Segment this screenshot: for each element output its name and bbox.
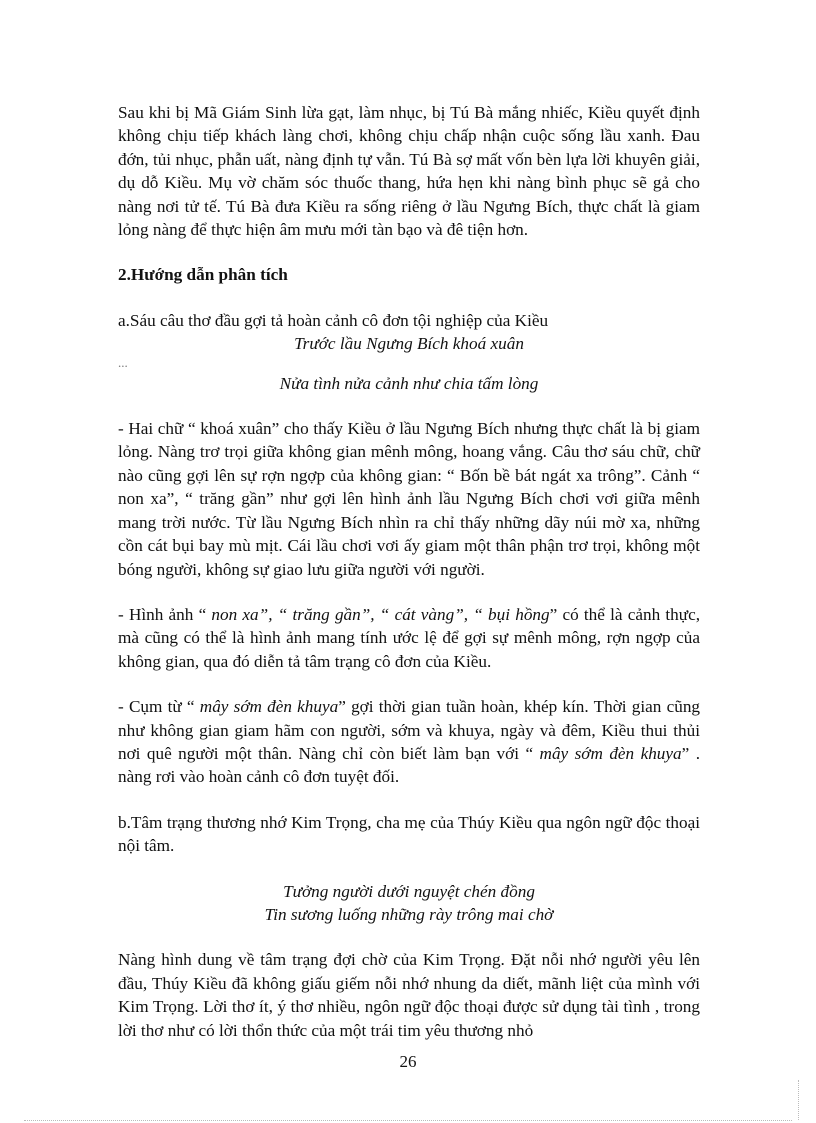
para3-phrase-2: mây sớm đèn khuya [539,743,682,763]
verse-ellipsis: ... [118,354,128,370]
page-content [118,101,700,1042]
margin-divider [798,1080,799,1120]
section-heading: 2.Hướng dẫn phân tích [118,265,288,285]
section-b-verse-2: Tin sương luống những rày trông mai chờ [264,904,554,924]
para3-suffix: ” . nàng rơi vào hoàn cảnh cô đơn tuyệt đối. [118,743,700,787]
para2-images: non xa”, “ trăng gần”, “ cát vàng”, “ bụi hồng [211,604,550,624]
section-b-title: b.Tâm trạng thương nhớ Kim Trọng, cha mẹ của Thúy Kiều qua ngôn ngữ độc thoại nội tâm. [118,812,700,856]
analysis-paragraph-3 [118,695,700,789]
footer-divider [24,1120,792,1121]
para2-suffix: ” có thể là cảnh thực, mà cũng có thể là hình ảnh mang tính ước lệ để gợi sự mênh mông, rợn ngợp của không gian, qua đó diễn tả tâm trạng cô đơn của Kiều. [118,604,700,671]
para3-middle: ” gợi thời gian tuần hoàn, khép kín. Thời gian cũng như không gian giam hãm con người, sớm và khuya, ngày và đêm, Kiều thui thủi nơi quê người một thân. Nàng chỉ còn biết làm bạn với “ [118,697,701,763]
para2-prefix: - Hình ảnh “ [118,604,212,624]
section-a-verse-1: Trước lầu Ngưng Bích khoá xuân [294,334,524,354]
analysis-paragraph-1: - Hai chữ “ khoá xuân” cho thấy Kiều ở lầu Ngưng Bích nhưng thực chất là bị giam lỏng. Nàng trơ trọi giữa không gian mênh mông, hoang vắng. Câu thơ sáu chữ, chữ nào cũng gợi lên sự rợn ngợp của không gian: “ Bốn bề bát ngát xa trông”. Cảnh “ non xa”, “ trăng gần” như gợi lên hình ảnh lầu Ngưng Bích chơi vơi giữa mênh mang trời nước. Từ lầu Ngưng Bích nhìn ra chỉ thấy những dãy núi mờ xa, những cồn cát bụi bay mù mịt. Cái lầu chơi vơi ấy giam một thân phận trơ trọi, không một bóng người, không sự giao lưu giữa người với người. [118,419,700,579]
analysis-paragraph-4: Nàng hình dung về tâm trạng đợi chờ của Kim Trọng. Đặt nỗi nhớ người yêu lên đầu, Thúy Kiều đã không giấu giếm nỗi nhớ nhung da diết, mãnh liệt của mình với Kim Trọng. Lời thơ ít, ý thơ nhiều, ngôn ngữ độc thoại được sử dụng tài tình , trong lời thơ như có lời thổn thức của một trái tim yêu thương nhỏ [118,950,700,1040]
section-b-verse-1: Tưởng người dưới nguyệt chén đồng [283,881,535,901]
analysis-paragraph-2 [118,603,700,673]
section-a-title: a.Sáu câu thơ đầu gợi tả hoàn cảnh cô đơn tội nghiệp của Kiều [118,310,549,330]
intro-paragraph: Sau khi bị Mã Giám Sinh lừa gạt, làm nhục, bị Tú Bà mắng nhiếc, Kiều quyết định không chịu tiếp khách làng chơi, không chịu chấp nhận cuộc sống lầu xanh. Đau đớn, tủi nhục, phẫn uất, nàng định tự vẫn. Tú Bà sợ mất vốn bèn lựa lời khuyên giải, dụ dỗ Kiều. Mụ vờ chăm sóc thuốc thang, hứa hẹn khi nàng bình phục sẽ gả cho nàng nơi tử tế. Tú Bà đưa Kiều ra sống riêng ở lầu Ngưng Bích, thực chất là giam lỏng nàng để thực hiện âm mưu mới tàn bạo và đê tiện hơn. [118,103,700,240]
para3-prefix: - Cụm từ “ [118,697,200,717]
para3-phrase-1: mây sớm đèn khuya [199,697,339,717]
page-number: 26 [399,1052,417,1071]
section-a-verse-2: Nửa tình nửa cảnh như chia tấm lòng [279,373,539,393]
